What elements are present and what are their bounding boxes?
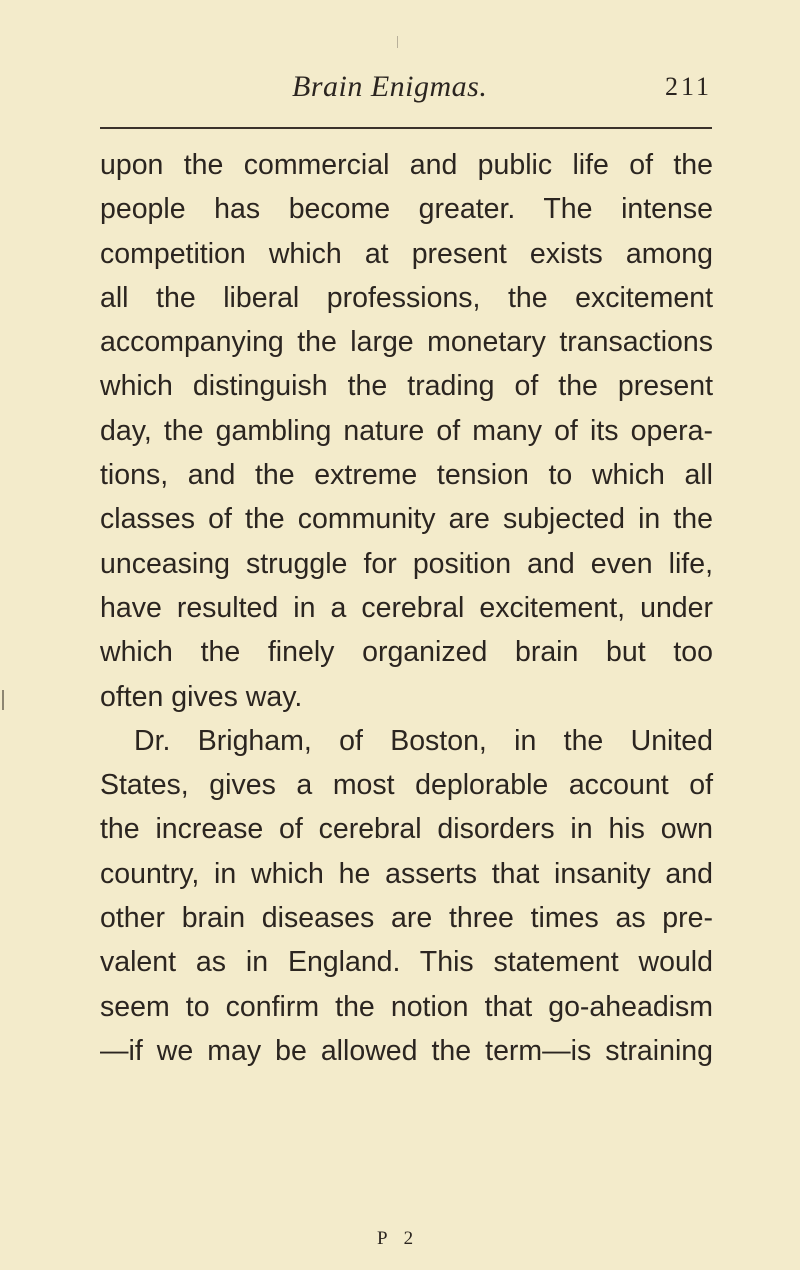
text-line: which distinguish the trading of the present: [100, 370, 713, 403]
text-line: competition which at present exists among: [100, 237, 713, 270]
text-line: —if we may be allowed the term—is straining: [100, 1034, 713, 1067]
text-line: States, gives a most deplorable account of: [100, 769, 713, 802]
page-number: 211: [664, 72, 712, 101]
text-line: all the liberal professions, the excitement: [100, 281, 713, 314]
header-rule: [100, 127, 712, 129]
text-line: classes of the community are subjected in the: [100, 503, 713, 536]
text-line: day, the gambling nature of many of its opera-: [100, 414, 713, 447]
text-line: unceasing struggle for position and even life,: [100, 547, 713, 580]
margin-mark: [2, 690, 4, 710]
text-line: other brain diseases are three times as pre-: [100, 902, 713, 935]
text-line: which the finely organized brain but too: [100, 636, 713, 669]
running-head: [100, 70, 712, 110]
text-line: tions, and the extreme tension to which all: [100, 459, 713, 492]
running-title: Brain Enigmas.: [292, 70, 488, 103]
text-line: upon the commercial and public life of the: [100, 149, 713, 181]
text-line: the increase of cerebral disorders in his own: [100, 813, 713, 846]
text-line: country, in which he asserts that insanity and: [100, 857, 713, 890]
text-line: Dr. Brigham, of Boston, in the United: [134, 724, 713, 757]
body-text: [100, 143, 713, 1073]
page-edge-mark: [397, 36, 398, 48]
text-line: accompanying the large monetary transactions: [100, 326, 713, 359]
text-line: have resulted in a cerebral excitement, under: [100, 591, 713, 624]
text-line: people has become greater. The intense: [100, 193, 713, 226]
text-line: often gives way.: [100, 680, 303, 713]
text-line: valent as in England. This statement would: [100, 946, 713, 979]
signature-mark: P 2: [377, 1228, 420, 1249]
text-line: seem to confirm the notion that go-aheadism: [100, 990, 713, 1023]
